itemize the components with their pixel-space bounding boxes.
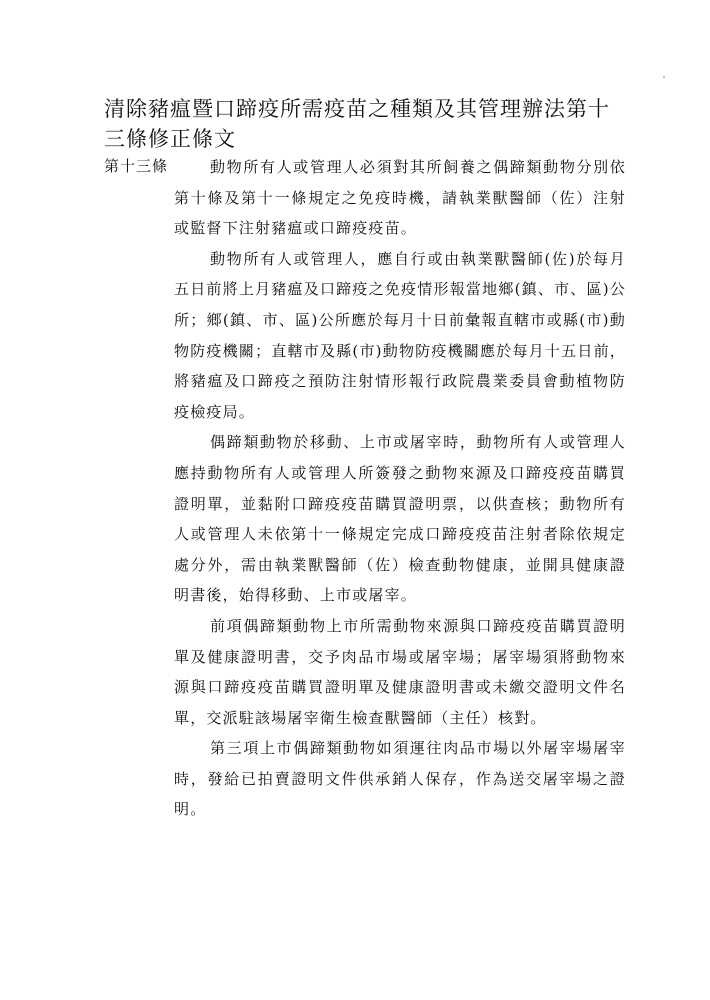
paragraph-1: 動物所有人或管理人必須對其所飼養之偶蹄類動物分別依第十條及第十一條規定之免疫時機，請執業獸醫師（佐）注射或監督下注射豬瘟或口蹄疫疫苗。: [174, 158, 626, 238]
article-body: [174, 152, 626, 825]
paragraph-5: 第三項上市偶蹄類動物如須運往肉品市場以外屠宰場屠宰時，發給已拍賣證明文件供承銷人保存，作為送交屠宰場之證明。: [174, 739, 626, 819]
paragraph-3: 偶蹄類動物於移動、上市或屠宰時，動物所有人或管理人應持動物所有人或管理人所簽發之動物來源及口蹄疫疫苗購買證明單，並黏附口蹄疫疫苗購買證明票，以供查核；動物所有人或管理人未依第十一條規定完成口蹄疫疫苗注射者除依規定處分外，需由執業獸醫師（佐）檢查動物健康，並開具健康證明書後，始得移動、上市或屠宰。: [174, 433, 626, 605]
article-label: 第十三條: [104, 157, 169, 175]
paragraph-2: 動物所有人或管理人，應自行或由執業獸醫師(佐)於每月五日前將上月豬瘟及口蹄疫之免疫情形報當地鄉(鎮、市、區)公所；鄉(鎮、市、區)公所應於每月十日前彙報直轄市或縣(市)動物防疫機關；直轄市及縣(市)動物防疫機關應於每月十五日前，將豬瘟及口蹄疫之預防注射情形報行政院農業委員會動植物防疫檢疫局。: [174, 249, 626, 421]
scan-speck: [663, 76, 665, 78]
document-title: 清除豬瘟暨口蹄疫所需疫苗之種類及其管理辦法第十三條修正條文: [104, 97, 610, 151]
paragraph-4: 前項偶蹄類動物上市所需動物來源與口蹄疫疫苗購買證明單及健康證明書，交予肉品市場或屠宰場；屠宰場須將動物來源與口蹄疫疫苗購買證明單及健康證明書或未繳交證明文件名單，交派駐該場屠宰衛生檢查獸醫師（主任）核對。: [174, 616, 626, 727]
